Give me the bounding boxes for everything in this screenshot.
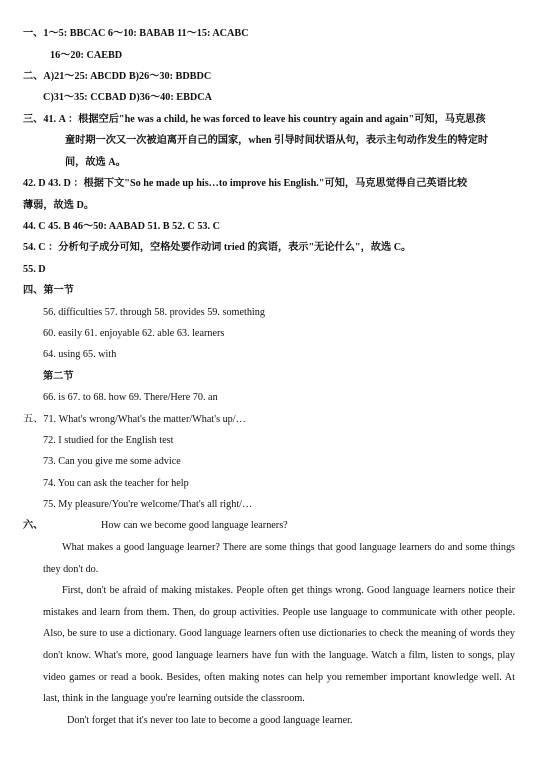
answer-72: 72. I studied for the English test xyxy=(43,435,174,446)
essay-title: How can we become good language learners? xyxy=(101,520,288,531)
section-1-answers-cont: 16～20: CAEBD xyxy=(50,50,123,61)
answer-74: 74. You can ask the teacher for help xyxy=(43,478,189,489)
section-2-answers: 二、A)21～25: ABCDD B)26～30: BDBDC xyxy=(23,71,212,82)
essay-paragraph-2: First, don't be afraid of making mistakes. People often get things wrong. Good language learners notice their mistakes and learn from them. Then, do group activities. People use language to communicate with other people. Also, be sure to use a dictionary. Good language learners often use dictionaries to check the meaning of words they don't know. What's more, good language learners have fun with the language. Watch a film, listen to songs, play video games or read a book. Besides, often making notes can help you remember important knowledge well. At last, think in the language you're learning outside the classroom. xyxy=(43,585,515,705)
sample-essay xyxy=(43,537,515,731)
answer-71: 五、71. What's wrong/What's the matter/What's up/… xyxy=(23,414,246,425)
q41-explanation: 三、41. A ：根据空后"he was a child, he was forced to leave his country again and again"可知，马克思孩 xyxy=(23,114,486,125)
q44-53-answers: 44. C 45. B 46～50: AABAD 51. B 52. C 53. C xyxy=(23,221,220,232)
q41-explanation-end: 间，故选 A。 xyxy=(65,157,126,168)
q41-explanation-cont: 童时期一次又一次被迫离开自己的国家，when 引导时间状语从句，表示主句动作发生的特定时 xyxy=(65,135,489,146)
section-6-marker: 六、 xyxy=(23,520,44,531)
answers-64-65: 64. using 65. with xyxy=(43,349,117,360)
q42-43-explanation: 42. D 43. D ：根据下文"So he made up his…to improve his English."可知，马克思觉得自己英语比较 xyxy=(23,178,468,189)
q54-explanation: 54. C ：分析句子成分可知，空格处要作动词 tried 的宾语，表示"无论什么"，故选 C。 xyxy=(23,242,412,253)
q55-answer: 55. D xyxy=(23,264,46,275)
answers-66-70: 66. is 67. to 68. how 69. There/Here 70. an xyxy=(43,392,218,403)
answers-60-63: 60. easily 61. enjoyable 62. able 63. learners xyxy=(43,328,225,339)
section-2-answers-cont: C)31～35: CCBAD D)36～40: EBDCA xyxy=(43,92,212,103)
section-4-heading: 四、第一节 xyxy=(23,285,74,296)
section-4-part-2-heading: 第二节 xyxy=(43,371,74,382)
section-1-answers: 一、1～5: BBCAC 6～10: BABAB 11～15: ACABC xyxy=(23,28,249,39)
answer-75: 75. My pleasure/You're welcome/That's all right/… xyxy=(43,499,253,510)
essay-paragraph-3: Don't forget that it's never too late to become a good language learner. xyxy=(67,714,353,726)
answer-73: 73. Can you give me some advice xyxy=(43,456,181,467)
q42-43-explanation-cont: 薄弱，故选 D。 xyxy=(23,200,95,211)
answers-56-59: 56. difficulties 57. through 58. provides 59. something xyxy=(43,307,265,318)
essay-paragraph-1: What makes a good language learner? There are some things that good language learners do and some things they don't do. xyxy=(43,542,515,575)
